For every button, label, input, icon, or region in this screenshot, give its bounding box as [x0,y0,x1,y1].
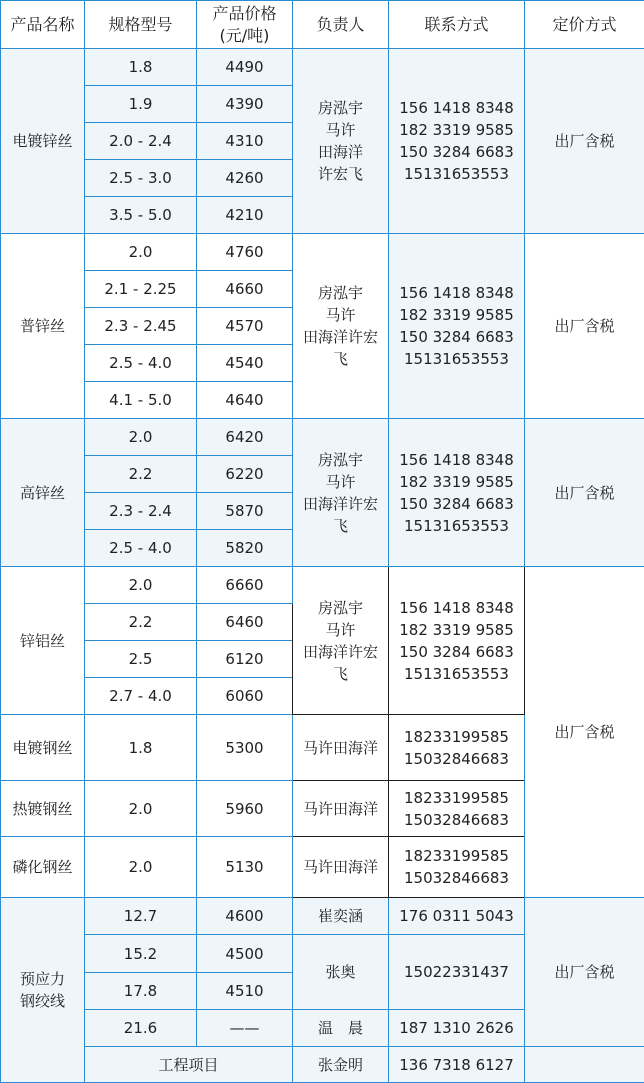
price-cell: 6220 [197,456,293,493]
phone-number: 150 3284 6683 [399,494,514,513]
contact-cell: 187 1310 2626 [389,1010,525,1047]
person-cell [293,567,389,715]
spec-cell: 1.8 [85,49,197,86]
product-name: 普锌丝 [1,234,85,419]
phone-number: 18233199585 [404,788,509,807]
contact-cell [389,567,525,715]
spec-cell: 2.7 - 4.0 [85,678,197,715]
spec-cell: 4.1 - 5.0 [85,382,197,419]
product-name: 磷化钢丝 [1,837,85,898]
product-name [1,898,85,1083]
person-name: 田海洋 [317,143,363,161]
price-cell: 4660 [197,271,293,308]
price-cell: —— [197,1010,293,1047]
spec-cell: 2.5 - 4.0 [85,345,197,382]
person-cell: 张金明 [293,1047,389,1083]
person-name: 马许 [325,620,356,639]
price-cell: 4500 [197,935,293,973]
person-cell: 马许田海洋 [293,781,389,837]
price-cell: 5300 [197,715,293,781]
price-cell: 4310 [197,123,293,160]
phone-number: 15131653553 [404,664,509,683]
price-cell: 6660 [197,567,293,604]
price-cell: 6060 [197,678,293,715]
spec-cell: 12.7 [85,898,197,935]
spec-cell: 2.2 [85,604,197,641]
person-name: 田海洋许宏 [302,328,378,346]
header-price-line1: 产品价格 [212,3,277,23]
phone-number: 150 3284 6683 [399,642,514,661]
spec-cell: 2.0 [85,419,197,456]
pricing-cell: 出厂含税 [525,898,644,1047]
person-name: 马许 [325,472,356,491]
person-name: 飞 [332,664,348,683]
spec-cell: 2.0 [85,234,197,271]
price-cell: 4260 [197,160,293,197]
header-product-name: 产品名称 [1,1,85,49]
price-cell: 6460 [197,604,293,641]
price-cell: 6120 [197,641,293,678]
price-cell: 4640 [197,382,293,419]
phone-number: 150 3284 6683 [399,143,514,161]
price-cell: 4390 [197,86,293,123]
person-cell: 张奥 [293,935,389,1010]
price-cell: 4490 [197,49,293,86]
person-cell: 温 晨 [293,1010,389,1047]
contact-cell [389,715,525,781]
header-row [1,1,644,49]
spec-cell: 2.3 - 2.45 [85,308,197,345]
price-cell: 4570 [197,308,293,345]
spec-cell: 2.1 - 2.25 [85,271,197,308]
person-cell: 马许田海洋 [293,837,389,898]
price-cell: 5130 [197,837,293,898]
product-name: 电镀锌丝 [1,49,85,234]
product-name: 电镀钢丝 [1,715,85,781]
price-cell: 4510 [197,973,293,1010]
spec-cell: 21.6 [85,1010,197,1047]
person-name: 田海洋许宏 [302,494,378,513]
contact-cell: 136 7318 6127 [389,1047,525,1083]
phone-number: 156 1418 8348 [399,450,514,469]
pricing-cell: 出厂含税 [525,234,644,419]
pricing-cell: 出厂含税 [525,567,644,898]
phone-number: 182 3319 9585 [399,472,514,491]
phone-number: 156 1418 8348 [399,284,514,302]
spec-cell: 2.2 [85,456,197,493]
price-cell: 6420 [197,419,293,456]
spec-cell: 2.0 [85,567,197,604]
person-name: 田海洋许宏 [302,642,378,661]
contact-cell: 176 0311 5043 [389,898,525,935]
price-cell: 5960 [197,781,293,837]
contact-cell [389,781,525,837]
price-cell: 4600 [197,898,293,935]
spec-cell: 2.5 - 4.0 [85,530,197,567]
phone-number: 18233199585 [404,727,509,746]
product-name-line2: 钢绞线 [19,992,65,1010]
header-price-unit: (元/吨) [219,25,270,45]
person-name: 马许 [325,306,356,324]
price-cell: 4210 [197,197,293,234]
phone-number: 15032846683 [404,810,509,829]
phone-number: 156 1418 8348 [399,99,514,117]
person-name: 马许 [325,121,356,139]
person-cell [293,234,389,419]
table-row [1,49,644,86]
product-name: 高锌丝 [1,419,85,567]
spec-cell: 2.0 [85,837,197,898]
table-row [1,898,644,935]
table-row [1,419,644,456]
spec-cell: 17.8 [85,973,197,1010]
phone-number: 182 3319 9585 [399,306,514,324]
person-cell [293,419,389,567]
contact-cell: 15022331437 [389,935,525,1010]
spec-cell: 3.5 - 5.0 [85,197,197,234]
product-name-line1: 预应力 [19,970,65,988]
price-cell: 4760 [197,234,293,271]
table-row [1,234,644,271]
spec-cell: 2.0 [85,781,197,837]
product-name: 锌铝丝 [1,567,85,715]
spec-cell: 1.8 [85,715,197,781]
spec-cell: 2.5 - 3.0 [85,160,197,197]
contact-cell [389,837,525,898]
spec-cell: 2.5 [85,641,197,678]
person-name: 飞 [332,350,348,368]
person-name: 房泓宇 [317,284,363,302]
project-label: 工程项目 [85,1047,293,1083]
phone-number: 15131653553 [404,165,509,183]
phone-number: 182 3319 9585 [399,620,514,639]
phone-number: 15032846683 [404,749,509,768]
person-name: 房泓宇 [317,99,363,117]
contact-cell [389,419,525,567]
spec-cell: 1.9 [85,86,197,123]
spec-cell: 2.0 - 2.4 [85,123,197,160]
person-name: 许宏飞 [317,165,363,183]
header-contact: 联系方式 [389,1,525,49]
price-cell: 5870 [197,493,293,530]
person-cell [293,49,389,234]
person-name: 房泓宇 [317,598,363,617]
pricing-cell: 出厂含税 [525,49,644,234]
person-name: 房泓宇 [317,450,363,469]
contact-cell [389,234,525,419]
phone-number: 150 3284 6683 [399,328,514,346]
pricing-cell-empty [525,1047,644,1083]
phone-number: 15032846683 [404,869,509,887]
header-person: 负责人 [293,1,389,49]
pricing-cell: 出厂含税 [525,419,644,567]
contact-cell [389,49,525,234]
header-price [197,1,293,49]
phone-number: 18233199585 [404,847,509,865]
spec-cell: 15.2 [85,935,197,973]
table-row [1,1047,644,1083]
price-cell: 5820 [197,530,293,567]
phone-number: 15131653553 [404,350,509,368]
phone-number: 156 1418 8348 [399,598,514,617]
header-spec: 规格型号 [85,1,197,49]
table-row [1,567,644,604]
product-name: 热镀钢丝 [1,781,85,837]
person-cell: 马许田海洋 [293,715,389,781]
person-cell: 崔奕涵 [293,898,389,935]
person-name: 飞 [332,516,348,535]
phone-number: 182 3319 9585 [399,121,514,139]
price-cell: 4540 [197,345,293,382]
spec-cell: 2.3 - 2.4 [85,493,197,530]
header-pricing: 定价方式 [525,1,644,49]
phone-number: 15131653553 [404,516,509,535]
